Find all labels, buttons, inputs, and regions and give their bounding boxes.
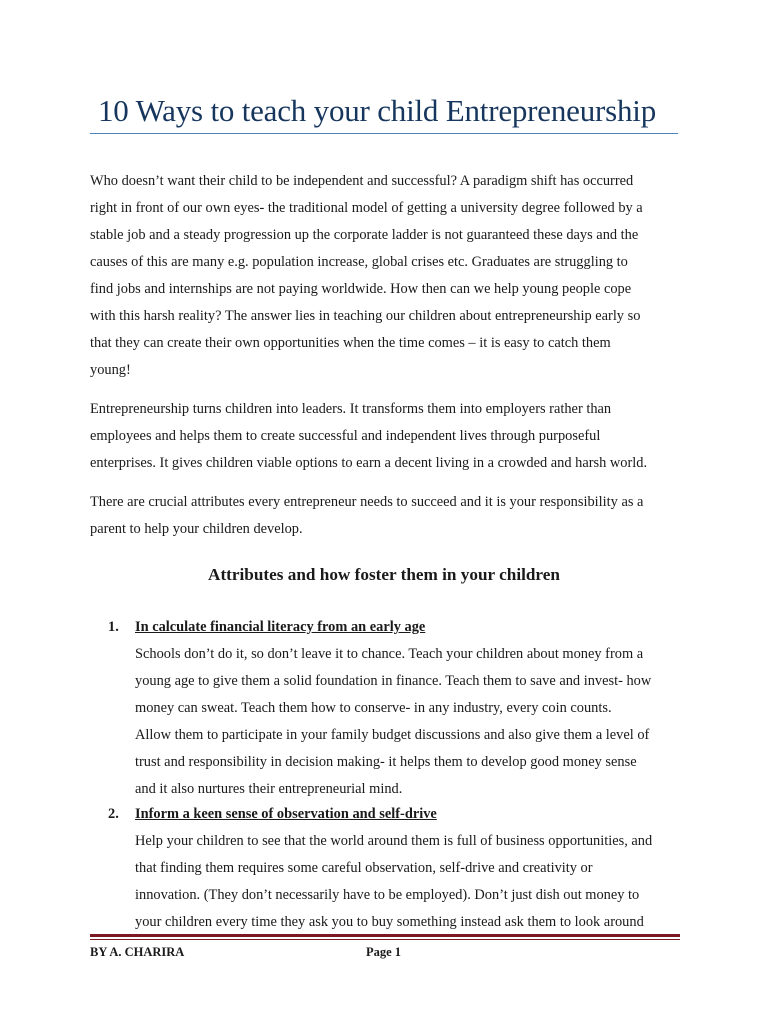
document-title: 10 Ways to teach your child Entrepreneurship xyxy=(98,93,657,128)
list-item-line: Schools don’t do it, so don’t leave it to chance. Teach your children about money from a xyxy=(135,646,644,662)
intro-line: right in front of our own eyes- the traditional model of getting a university degree followed by a xyxy=(90,200,643,216)
list-item-body xyxy=(135,828,680,936)
list-item-body xyxy=(135,641,680,803)
intro-line: with this harsh reality? The answer lies in teaching our children about entrepreneurship early so xyxy=(90,308,641,324)
list-item-line: Allow them to participate in your family budget discussions and also give them a level of xyxy=(135,727,650,743)
attributes-line: parent to help your children develop. xyxy=(90,521,303,537)
list-item-line: Help your children to see that the world around them is full of business opportunities, and xyxy=(135,833,653,849)
list-item-line: money can sweat. Teach them how to conserve- in any industry, every coin counts. xyxy=(135,700,612,716)
intro-line: young! xyxy=(90,362,131,378)
intro-line: causes of this are many e.g. population increase, global crises etc. Graduates are struggling to xyxy=(90,254,628,270)
intro-paragraph xyxy=(90,168,680,384)
footer-rule-thick xyxy=(90,934,680,937)
leaders-line: employees and helps them to create successful and independent lives through purposeful xyxy=(90,428,601,444)
list-item-number: 2. xyxy=(108,806,119,822)
list-item-title: In calculate financial literacy from an early age xyxy=(135,619,426,635)
leaders-paragraph xyxy=(90,396,680,477)
leaders-line: Entrepreneurship turns children into leaders. It transforms them into employers rather than xyxy=(90,401,612,417)
list-item-line: your children every time they ask you to buy something instead ask them to look around xyxy=(135,914,644,930)
list-item-line: that finding them requires some careful observation, self-drive and creativity or xyxy=(135,860,593,876)
list-item-line: young age to give them a solid foundation in finance. Teach them to save and invest- how xyxy=(135,673,652,689)
intro-line: Who doesn’t want their child to be independent and successful? A paradigm shift has occurred xyxy=(90,173,634,189)
footer-page-number: Page 1 xyxy=(366,945,402,959)
list-item-title: Inform a keen sense of observation and self-drive xyxy=(135,806,437,822)
intro-line: stable job and a steady progression up the corporate ladder is not guaranteed these days and the xyxy=(90,227,639,243)
section-heading: Attributes and how foster them in your children xyxy=(208,565,560,584)
footer-author: BY A. CHARIRA xyxy=(90,945,185,959)
leaders-line: enterprises. It gives children viable options to earn a decent living in a crowded and harsh world. xyxy=(90,455,648,471)
list-item-line: trust and responsibility in decision making- it helps them to develop good money sense xyxy=(135,754,637,770)
list-item-number: 1. xyxy=(108,619,119,635)
attributes-paragraph xyxy=(90,489,680,543)
footer-rule-thin xyxy=(90,939,680,940)
list-item-line: innovation. (They don’t necessarily have to be employed). Don’t just dish out money to xyxy=(135,887,640,903)
list-item-line: and it also nurtures their entrepreneurial mind. xyxy=(135,781,403,797)
intro-line: find jobs and internships are not paying worldwide. How then can we help young people cope xyxy=(90,281,632,297)
title-underline-rule xyxy=(90,133,678,134)
attributes-line: There are crucial attributes every entrepreneur needs to succeed and it is your responsibility as a xyxy=(90,494,644,510)
intro-line: that they can create their own opportunities when the time comes – it is easy to catch them xyxy=(90,335,611,351)
